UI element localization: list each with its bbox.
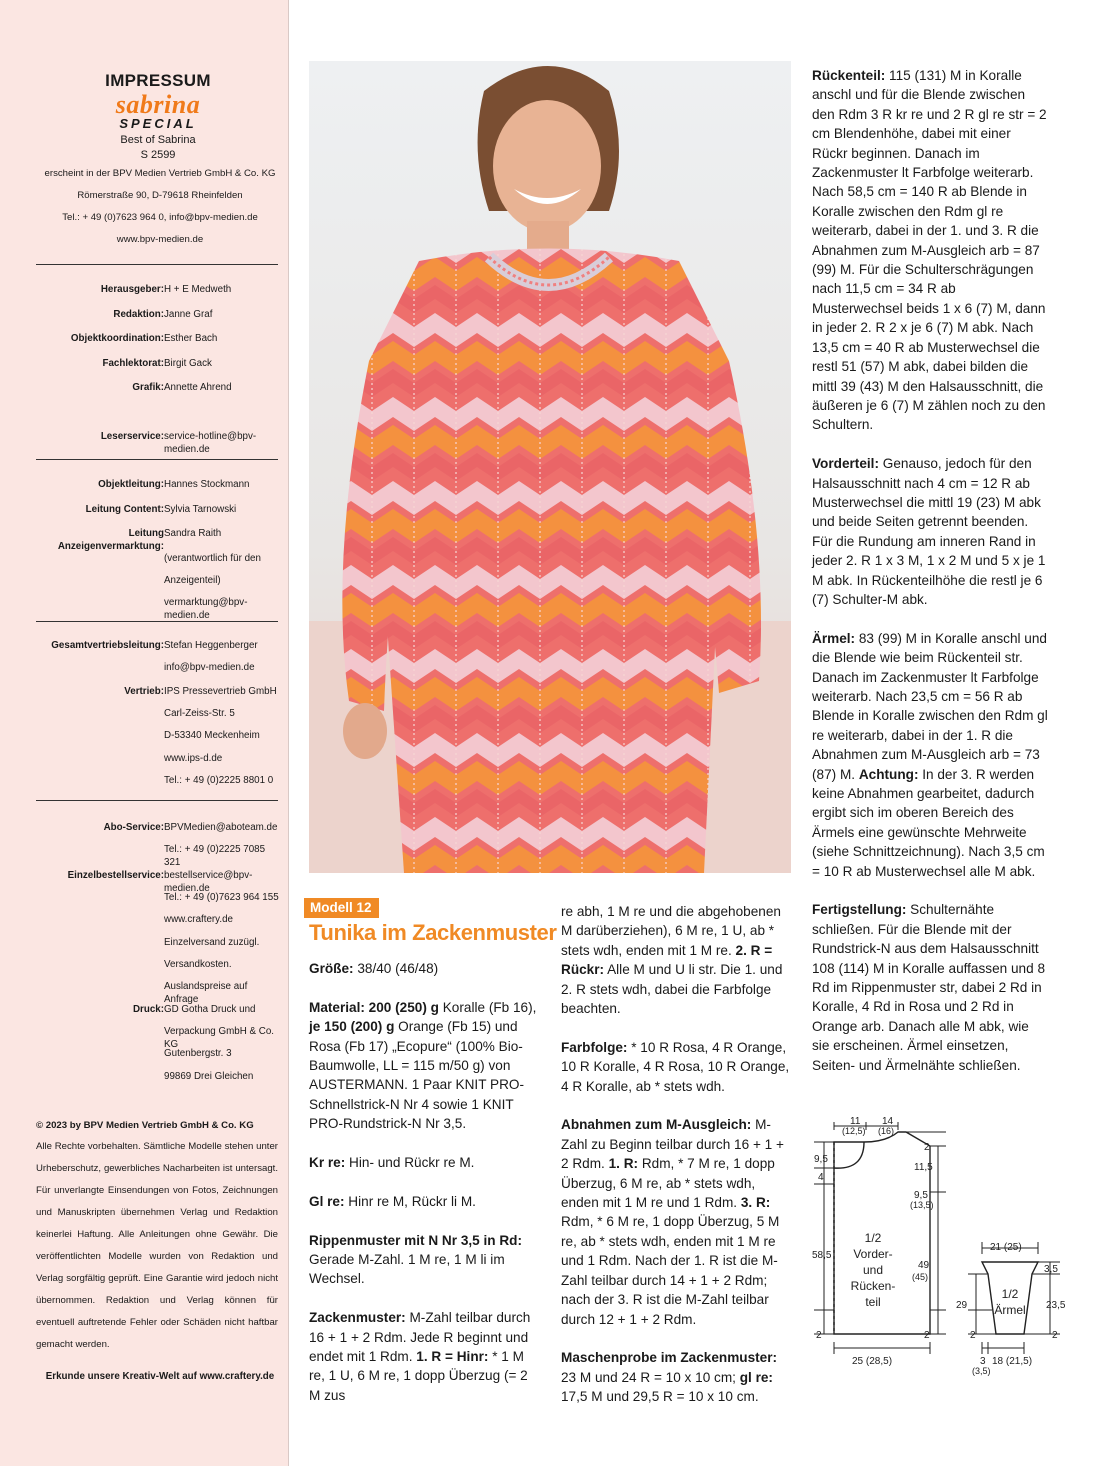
vertrieb-3-value: www.ips-d.de bbox=[164, 752, 223, 764]
divider bbox=[36, 459, 278, 460]
einzel-2-value: www.craftery.de bbox=[164, 914, 233, 926]
dim-right-a: 11,5 bbox=[914, 1162, 933, 1173]
staff2-extra-0-value: (verantwortlich für den bbox=[164, 552, 261, 564]
sleeve-dim-bottom-b: 18 (21,5) bbox=[992, 1356, 1033, 1367]
schematic-diagram bbox=[806, 1112, 1066, 1382]
impressum-title: IMPRESSUM bbox=[105, 71, 211, 90]
col1-para-0: Größe: 38/40 (46/48) bbox=[309, 961, 439, 976]
staff2-0-label: Objektleitung: bbox=[98, 479, 164, 490]
model-badge: Modell 12 bbox=[304, 898, 379, 918]
dim-bottom-left: 2 bbox=[816, 1330, 822, 1341]
staff2-1-value: Sylvia Tarnowski bbox=[164, 503, 237, 515]
staff2-2-label: Leitung Anzeigenvermarktung: bbox=[57, 528, 164, 553]
text-column-1 bbox=[309, 959, 541, 1425]
footer-text[interactable]: Erkunde unsere Kreativ-Welt auf www.craftery.de bbox=[45, 1371, 275, 1382]
dim-left-height: 58,5 bbox=[812, 1250, 832, 1261]
staff2-0-value: Hannes Stockmann bbox=[164, 479, 250, 490]
rights-text: Alle Rechte vorbehalten. Sämtliche Modelle stehen unter Urheberschutz, gewerbliches Nacharbeiten ist untersagt. Für unverlangte Einsendungen von Fotos, Zeichnungen und Manuskripten übernehmen Verlag und Redaktion keinerlei Haftung. Alle Anleitungen ohne Gewähr. Die veröffentlichten Modelle wurden von Redaktion und Verlag sorgfältig geprüft. Eine Garantie wird jedoch nicht übernommen. Redaktion und Verlag können für eventuell auftretende Fehler oder Schäden nicht haftbar gemacht werden. bbox=[36, 1141, 278, 1350]
vertrieb-0-value: IPS Pressevertrieb GmbH bbox=[164, 686, 277, 697]
body-label-line-3: Rücken- bbox=[850, 1279, 896, 1293]
staff-1-label: Redaktion: bbox=[113, 308, 164, 320]
sleeve-dim-bottom-left: 2 bbox=[970, 1330, 976, 1341]
staff-1-value: Janne Graf bbox=[164, 308, 213, 320]
druck-2-value: Gutenbergstr. 3 bbox=[164, 1048, 232, 1060]
col1-para-5: Zackenmuster: M-Zahl teilbar durch 16 + 1 + 2 Rdm. Jede R beginnt und endet mit 1 Rdm. 1. R = Hinr: * 1 M re, 1 U, 6 M re, 1 dopp Überzug (= 2 M zus bbox=[309, 1310, 531, 1403]
dim-right-height: 49 bbox=[918, 1260, 930, 1271]
publisher-address: Römerstraße 90, D-79618 Rheinfelden bbox=[77, 190, 243, 201]
body-label-line-1: Vorder- bbox=[853, 1247, 893, 1261]
einzel-4-value: Versandkosten. bbox=[164, 958, 232, 970]
staff-2-value: Esther Bach bbox=[164, 333, 218, 345]
publisher-web[interactable]: www.bpv-medien.de bbox=[116, 234, 204, 245]
einzel-5-value: Auslandspreise auf Anfrage bbox=[164, 981, 248, 1005]
impressum-sidebar bbox=[0, 0, 289, 1466]
leserservice-label: Leserservice: bbox=[100, 431, 164, 442]
col2-para-3: Maschenprobe im Zackenmuster: 23 M und 24 R = 10 x 10 cm; gl re: 17,5 M und 29,5 R = 10 x 10 cm. bbox=[561, 1350, 778, 1405]
staff2-extra-1-value: Anzeigenteil) bbox=[164, 574, 221, 586]
dim-top-left-alt: (12,5) bbox=[842, 1126, 866, 1136]
staff2-2-value: Sandra Raith bbox=[164, 528, 222, 540]
text-column-3 bbox=[812, 66, 1048, 1094]
vertrieb-0-label: Vertrieb: bbox=[124, 686, 164, 697]
body-label-line-2: und bbox=[862, 1263, 884, 1277]
col1-para-1: Material: 200 (250) g Koralle (Fb 16), je 150 (200) g Orange (Fb 15) und Rosa (Fb 17) „Ecopure“ (100% Bio-Baumwolle, LL = 115 m/50 g) von AUSTERMANN. 1 Paar KNIT PRO-Schnellstrick-N Nr 4 sowie 1 KNIT PRO-Rundstrick-N Nr 3,5. bbox=[309, 999, 537, 1132]
einzel-0-label: Einzelbestellservice: bbox=[67, 870, 164, 881]
dim-top-left: 11 bbox=[850, 1116, 861, 1127]
abo-0-value: BPVMedien@aboteam.de bbox=[164, 822, 278, 833]
sleeve-dim-bottom-right: 2 bbox=[1052, 1330, 1058, 1341]
gesamtvertrieb-0-label: Gesamtvertriebsleitung: bbox=[51, 640, 164, 651]
dim-shoulder: 2 bbox=[924, 1142, 930, 1153]
copyright: © 2023 by BPV Medien Vertrieb GmbH & Co. KG bbox=[36, 1120, 254, 1131]
sleeve-label-line-0: 1/2 bbox=[1001, 1287, 1019, 1301]
model-photo bbox=[309, 61, 791, 873]
dim-right-height-alt: (45) bbox=[912, 1272, 929, 1282]
sleeve-dim-bottom-a-alt: (3,5) bbox=[972, 1366, 991, 1376]
staff-3-value: Birgit Gack bbox=[164, 357, 212, 369]
tunic-illustration bbox=[309, 61, 791, 873]
staff-4-label: Grafik: bbox=[132, 382, 164, 394]
col3-para-3: Fertigstellung: Schulternähte schließen. Für die Blende mit der Rundstrick-N aus dem Halsausschnitt 108 (114) M in Koralle auffassen und 8 Rd im Rippenmuster str, dabei 2 Rd in Koralle, 4 Rd in Rosa und 2 Rd in Orange arb. Danach alle M abk, wie sie erscheinen. Ärmel einsetzen, Seiten- und Ärmelnähte schließen. bbox=[812, 902, 1046, 1073]
staff2-extra-2-value: vermarktung@bpv-medien.de bbox=[164, 596, 248, 621]
brand-logo: sabrina bbox=[115, 90, 201, 119]
abo-0-label: Abo-Service: bbox=[103, 822, 164, 833]
col2-para-0: re abh, 1 M re und die abgehobenen M darüberziehen), 6 M re, 1 U, ab * stets wdh, enden mit 1 M re. 2. R = Rückr: Alle M und U li str. Die 1. und 2. R stets wdh, dabei die Farbfolge beachten. bbox=[561, 904, 783, 1017]
text-column-2 bbox=[561, 902, 793, 1426]
body-label bbox=[851, 1231, 896, 1309]
abo-1-value: Tel.: + 49 (0)2225 7085 321 bbox=[164, 844, 266, 869]
sleeve-dim-right-b: 23,5 bbox=[1046, 1300, 1066, 1311]
vertrieb-4-value: Tel.: + 49 (0)2225 8801 0 bbox=[164, 774, 274, 786]
body-label-line-0: 1/2 bbox=[864, 1231, 882, 1245]
staff-2-label: Objektkoordination: bbox=[70, 333, 164, 345]
dim-bottom-right: 2 bbox=[924, 1330, 930, 1341]
leserservice-value[interactable]: service-hotline@bpv-medien.de bbox=[164, 431, 257, 455]
pattern-title: Tunika im Zackenmuster bbox=[309, 920, 557, 945]
staff-3-label: Fachlektorat: bbox=[102, 357, 164, 369]
dim-left-b: 4 bbox=[818, 1172, 824, 1183]
einzel-3-value: Einzelversand zuzügl. bbox=[164, 936, 260, 948]
vertrieb-1-value: Carl-Zeiss-Str. 5 bbox=[164, 708, 235, 720]
gesamtvertrieb-1-value: info@bpv-medien.de bbox=[164, 662, 255, 674]
body-label-line-4: teil bbox=[865, 1295, 881, 1309]
druck-0-label: Druck: bbox=[132, 1004, 164, 1015]
sleeve-dim-bottom-a: 3 bbox=[980, 1356, 986, 1367]
publisher-contact: Tel.: + 49 (0)7623 964 0, info@bpv-medien.de bbox=[62, 212, 258, 223]
vertrieb-2-value: D-53340 Meckenheim bbox=[164, 730, 260, 742]
issue-number: S 2599 bbox=[140, 149, 176, 161]
staff-4-value: Annette Ahrend bbox=[164, 382, 232, 394]
staff-0-label: Herausgeber: bbox=[100, 284, 164, 295]
dim-width: 25 (28,5) bbox=[852, 1356, 893, 1367]
brand-sub: SPECIAL bbox=[119, 116, 197, 131]
sleeve-dim-top: 21 (25) bbox=[990, 1242, 1022, 1253]
col1-para-3: Gl re: Hinr re M, Rückr li M. bbox=[309, 1193, 476, 1209]
col3-para-1: Vorderteil: Genauso, jedoch für den Halsausschnitt nach 4 cm = 12 R ab Musterwechsel die mittl 19 (23) M abk und beide Seiten getrennt beenden. Für die Rundung am inneren Rand in jeder 2. R 1 x 3 M, 1 x 2 M und 5 x je 1 M abk. In Rückenteilhöhe die restl je 6 (7) Schulter-M abk. bbox=[812, 456, 1046, 607]
col3-para-0: Rückenteil: 115 (131) M in Koralle anschl und für die Blende zwischen den Rdm 3 R kr re und 2 R gl re str = 2 cm Blendenhöhe, dabei mit einer Rückr beginnen. Danach im Zackenmuster lt Farbfolge weiterarb. Nach 58,5 cm = 140 R ab Blende in Koralle zwischen den Rdm gl re weiterarb, dabei in der 1. und 3. R die Abnahmen zum M-Ausgleich arb = 87 (99) M. Für die Schulterschrägungen nach 11,5 cm = 34 R ab Musterwechsel beids 1 x 6 (7) M, dann in jeder 2. R 2 x je 6 (7) M abk. Nach 13,5 cm = 40 R ab Musterwechsel die restl 51 (57) M abk, dabei bilden die mittl 39 (43) M den Halsausschnitt, die äußeren je 6 (7) M zählen noch zu den Schultern. bbox=[812, 68, 1047, 433]
staff-0-value: H + E Medweth bbox=[164, 284, 232, 295]
gesamtvertrieb-0-value: Stefan Heggenberger bbox=[164, 640, 258, 651]
druck-3-value: 99869 Drei Gleichen bbox=[164, 1070, 254, 1082]
publisher-line: erscheint in der BPV Medien Vertrieb GmbH & Co. KG bbox=[44, 168, 276, 179]
dim-top-right-alt: (16) bbox=[878, 1126, 895, 1136]
divider bbox=[36, 800, 278, 801]
divider bbox=[36, 264, 278, 265]
col1-para-4: Rippenmuster mit N Nr 3,5 in Rd: Gerade M-Zahl. 1 M re, 1 M li im Wechsel. bbox=[309, 1232, 522, 1287]
sleeve-dim-right-a: 3,5 bbox=[1044, 1264, 1058, 1275]
sleeve-label bbox=[994, 1287, 1025, 1317]
staff2-1-label: Leitung Content: bbox=[85, 503, 164, 515]
dim-right-b: 9,5 bbox=[914, 1190, 928, 1201]
dim-top-right: 14 bbox=[882, 1116, 894, 1127]
sleeve-label-line-1: Ärmel bbox=[994, 1303, 1026, 1317]
dim-right-b-alt: (13,5) bbox=[910, 1200, 934, 1210]
sleeve-dim-left: 29 bbox=[956, 1300, 968, 1311]
druck-1-value: Verpackung GmbH & Co. KG bbox=[164, 1026, 274, 1051]
einzel-0-value: bestellservice@bpv-medien.de bbox=[164, 870, 253, 894]
col2-para-1: Farbfolge: * 10 R Rosa, 4 R Orange, 10 R Koralle, 4 R Rosa, 10 R Orange, 4 R Koralle, ab * stets wdh. bbox=[561, 1039, 790, 1094]
col2-para-2: Abnahmen zum M-Ausgleich: M-Zahl zu Beginn teilbar durch 16 + 1 + 2 Rdm. 1. R: Rdm, * 7 M re, 1 dopp Überzug, 6 M re, ab * stets wdh, enden mit 1 M re und 1 Rdm. 3. R: Rdm, * 6 M re, 1 dopp Überzug, 5 M re, ab * stets wdh, enden mit 1 M re und 1 Rdm. Nach der 1. R ist die M-Zahl teilbar durch 14 + 1 + 2 Rdm; nach der 3. R ist die M-Zahl teilbar durch 12 + 1 + 2 Rdm. bbox=[561, 1117, 784, 1327]
col3-para-2: Ärmel: 83 (99) M in Koralle anschl und die Blende wie beim Rückenteil str. Danach im Zackenmuster lt Farbfolge weiterarb. Nach 23,5 cm = 56 R ab Blende in Koralle zwischen den Rdm gl re weiterarb, dabei in der 1. R die Abnahmen zum M-Ausgleich arb = 73 (87) M. Achtung: In der 3. R werden keine Abnahmen gearbeitet, dadurch ergibt sich im oberen Bereich des Ärmels eine gewünschte Mehrweite (siehe Schnittzeichnung). Nach 3,5 cm = 10 R ab Musterwechsel alle M abk. bbox=[812, 630, 1048, 879]
issue-name: Best of Sabrina bbox=[120, 134, 196, 146]
druck-0-value: GD Gotha Druck und bbox=[164, 1004, 256, 1015]
col1-para-2: Kr re: Hin- und Rückr re M. bbox=[309, 1155, 475, 1171]
einzel-1-value: Tel.: + 49 (0)7623 964 155 bbox=[164, 892, 279, 904]
dim-left-a: 9,5 bbox=[814, 1154, 828, 1165]
